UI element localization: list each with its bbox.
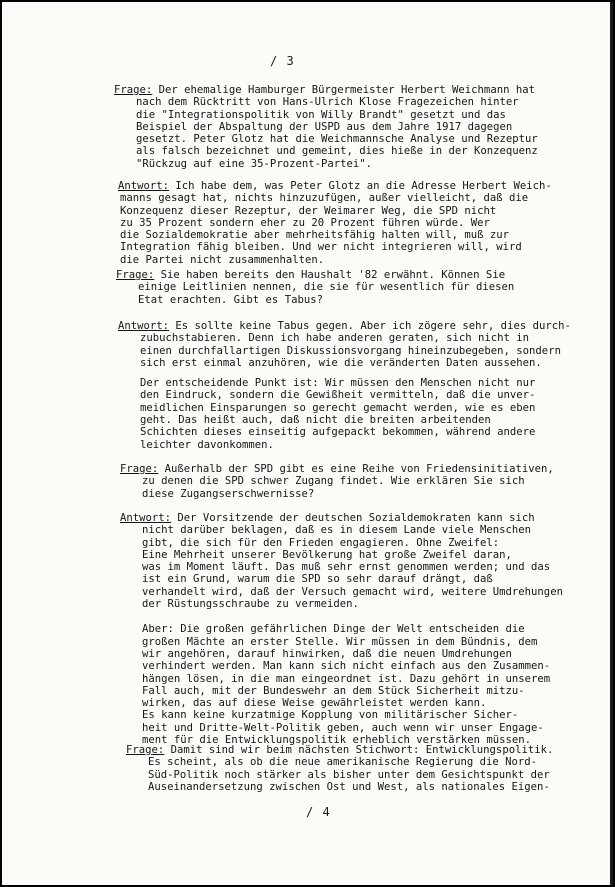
line-text: Ich habe dem, was Peter Glotz an die Adresse Herbert Weich- [169, 180, 552, 192]
text-line: großen Mächte an erster Stelle. Wir müssen in dem Bündnis, dem [142, 635, 538, 648]
text-line: was im Moment läuft. Das muß sehr ernst genommen werden; und das [142, 561, 551, 574]
text-line: als falsch bezeichnet und gemeint, dies hieße in der Konzequenz [136, 145, 538, 158]
text-line: Beispiel der Abspaltung der USPD aus dem Jahre 1917 dagegen [136, 120, 513, 133]
paragraph-first-line [118, 180, 598, 192]
text-line: zubuchstabieren. Denn ich habe anderen geraten, sich nicht in [140, 332, 530, 345]
line-text: Der ehemalige Hamburger Bürgermeister Herbert Weichmann hat [152, 84, 535, 96]
text-line: den Eindruck, sondern die Gewißheit vermitteln, daß die unver- [140, 389, 536, 402]
text-line: ment für die Entwicklungspolitik erheblich verstärken müssen. [142, 734, 532, 747]
paragraph-first-line [118, 320, 598, 332]
speaker-label: Antwort: [118, 320, 170, 332]
text-line: Fall auch, mit der Bundeswehr an dem Stück Sicherheit mitzu- [142, 684, 525, 697]
text-line: der Rüstungsschraube zu vermeiden. [142, 598, 359, 611]
text-line: Der entscheidende Punkt ist: Wir müssen den Menschen nicht nur [140, 377, 536, 390]
text-line: einen durchfallartigen Diskussionsvorgang hineinzubegeben, sondern [140, 344, 561, 357]
text-line: ist ein Grund, warum die SPD so sehr darauf drängt, daß [142, 573, 493, 586]
text-line: wir angehören, darauf hinwirken, daß die neuen Umdrehungen [142, 647, 512, 660]
paragraph-first-line [126, 744, 606, 756]
line-text: Sie haben bereits den Haushalt '82 erwähnt. Können Sie [154, 269, 506, 281]
paragraph-first-line [114, 84, 594, 96]
text-line: Es scheint, als ob die neue amerikanische Regierung die Nord- [148, 756, 538, 769]
text-line: manns gesagt hat, nichts hinzuzufügen, außer vielleicht, daß die [120, 192, 529, 205]
paragraph-first-line [120, 512, 600, 524]
text-line: Es kann keine kurzatmige Kopplung von militärischer Sicher- [142, 709, 519, 722]
text-line: zu 35 Prozent sondern eher zu 20 Prozent führen würde. Wer [120, 216, 490, 229]
text-line: Integration fähig bleiben. Und wer nicht integrieren will, wird [120, 241, 522, 254]
text-line: Eine Mehrheit unserer Bevölkerung hat große Zweifel daran, [142, 548, 512, 561]
paragraph-gap [120, 610, 600, 623]
speaker-label: Frage: [120, 463, 159, 475]
text-line: hängen lösen, in die man eingeordnet ist. Dazu gehört in unserem [142, 672, 551, 685]
text-line: die Sozialdemokratie aber mehrheitsfähig halten will, muß zur [120, 229, 510, 242]
text-line: gibt, die sich für den Frieden engagieren. Ohne Zweifel: [142, 536, 500, 549]
text-line: nicht darüber beklagen, daß es in diesem Lande viele Menschen [142, 524, 532, 537]
text-line: heit und Dritte-Welt-Politik geben, auch wenn wir unser Engage- [142, 721, 544, 734]
line-text: Außerhalb der SPD gibt es eine Reihe von Friedensinitiativen, [158, 463, 554, 475]
text-line: Süd-Politik noch stärker als bisher unter dem Gesichtspunkt der [148, 768, 550, 781]
speaker-label: Frage: [114, 84, 153, 96]
question-paragraph [116, 269, 596, 306]
text-line: die "Integrationspolitik von Willy Brandt" gesetzt und das [136, 108, 506, 121]
next-page-marker: / 4 [306, 805, 331, 819]
line-text: Damit sind wir beim nächsten Stichwort: Entwicklungspolitik. [164, 744, 554, 756]
text-line: nach dem Rücktritt von Hans-Ulrich Klose Fragezeichen hinter [136, 96, 519, 109]
text-line: meidlichen Einsparungen so gerecht gemacht werden, wie es eben [140, 401, 536, 414]
paragraph-gap [118, 369, 598, 377]
line-text: Der Vorsitzende der deutschen Sozialdemokraten kann sich [171, 512, 535, 524]
speaker-label: Antwort: [118, 180, 170, 192]
text-line: Auseinandersetzung zwischen Ost und West, als nationales Eigen- [148, 780, 550, 793]
text-line: die Partei nicht zusammenhalten. [120, 253, 325, 266]
text-line: Schichten dieses einseitig aufgepackt bekommen, während andere [140, 426, 536, 439]
answer-paragraph [120, 512, 600, 746]
text-line: "Rückzug auf eine 35-Prozent-Partei". [136, 157, 372, 170]
text-line: Aber: Die großen gefährlichen Dinge der Welt entscheiden die [142, 623, 525, 636]
text-line: diese Zugangserschwernisse? [142, 487, 315, 500]
text-line: Konzequenz dieser Rezeptur, der Weimarer Weg, die SPD nicht [120, 204, 497, 217]
speaker-label: Antwort: [120, 512, 172, 524]
speaker-label: Frage: [126, 744, 165, 756]
answer-paragraph [118, 180, 598, 266]
document-page [2, 2, 613, 885]
text-line: sich erst einmal anzuhören, wie die veränderten Daten aussehen. [140, 356, 542, 369]
text-line: leichter davonkommen. [140, 438, 274, 451]
page-number: / 3 [270, 54, 295, 68]
text-line: einige Leitlinien nennen, die sie für wesentlich für diesen [138, 281, 515, 294]
text-line: wirken, das auf diese Weise gewährleistet werden kann. [142, 697, 487, 710]
question-paragraph [126, 744, 606, 793]
text-line: zu denen die SPD schwer Zugang findet. Wie erklären Sie sich [142, 475, 525, 488]
question-paragraph [120, 463, 600, 500]
answer-paragraph [118, 320, 598, 451]
text-line: verhandelt wird, daß der Versuch gemacht wird, weitere Umdrehungen [142, 585, 563, 598]
text-line: gesetzt. Peter Glotz hat die Weichmannsche Analyse und Rezeptur [136, 133, 538, 146]
paragraph-first-line [116, 269, 596, 281]
text-line: Etat erachten. Gibt es Tabus? [138, 293, 323, 306]
line-text: Es sollte keine Tabus gegen. Aber ich zögere sehr, dies durch- [169, 320, 571, 332]
text-line: verhindert werden. Man kann sich nicht einfach aus den Zusammen- [142, 660, 551, 673]
text-line: geht. Das heißt auch, daß nicht die breiten arbeitenden [140, 414, 491, 427]
speaker-label: Frage: [116, 269, 155, 281]
paragraph-first-line [120, 463, 600, 475]
question-paragraph [114, 84, 594, 170]
